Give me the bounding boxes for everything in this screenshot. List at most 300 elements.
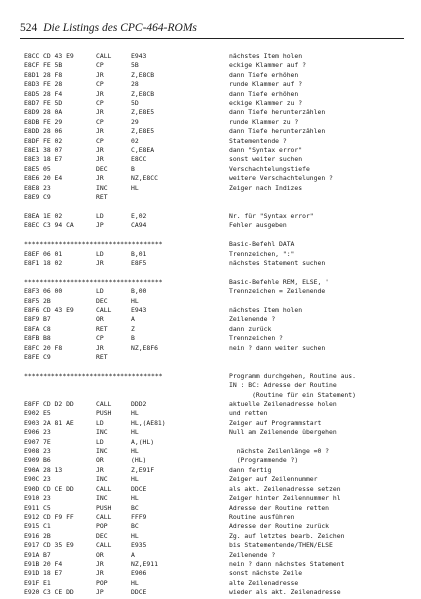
separator-stars: ************************************ [24, 371, 163, 380]
comment: Trennzeichen = Zeilenende [229, 287, 326, 296]
operand: NZ,E8F6 [131, 343, 158, 352]
operand: 02 [131, 136, 139, 145]
section-separator [24, 278, 408, 287]
hex-bytes: C1 [43, 522, 51, 531]
hex-bytes: 18 02 [43, 258, 63, 267]
address: E8EF [24, 249, 40, 258]
hex-bytes: 2B [43, 531, 51, 540]
code-line [24, 353, 408, 362]
code-line [24, 400, 408, 409]
code-line [24, 560, 408, 569]
address: E902 [24, 409, 40, 418]
address: E920 [24, 588, 40, 597]
mnemonic: INC [96, 494, 108, 503]
comment: Adresse der Routine retten [229, 503, 330, 512]
code-line [24, 287, 408, 296]
mnemonic: PUSH [96, 503, 112, 512]
page-number: 524 [20, 22, 38, 34]
operand: HL [131, 183, 139, 192]
address: E906 [24, 428, 40, 437]
mnemonic: JR [96, 258, 104, 267]
operand: A,(HL) [131, 437, 155, 446]
address: E8CF [24, 61, 40, 70]
comment: Null am Zeilenende übergehen [229, 428, 337, 437]
blank-line [24, 362, 408, 371]
code-line [24, 438, 408, 447]
address: E8F6 [24, 305, 40, 314]
operand: E8F5 [131, 258, 147, 267]
comment: alte Zeilenadresse [229, 578, 299, 587]
mnemonic: JR [96, 70, 104, 79]
comment: dann Tiefe erhöhen [229, 89, 299, 98]
code-line [24, 551, 408, 560]
comment: Verschachtelungstiefe [229, 164, 310, 173]
address: E8F1 [24, 258, 40, 267]
assembly-listing [24, 52, 408, 598]
address: E8D5 [24, 89, 40, 98]
comment: (Programmende ?) [229, 456, 299, 465]
hex-bytes: 23 [43, 183, 51, 192]
page-title: Die Listings des CPC-464-ROMs [43, 22, 197, 34]
separator-stars: ************************************ [24, 277, 163, 286]
comment: (Routine für ein Statement) [229, 390, 356, 399]
code-line [24, 193, 408, 202]
address: E90A [24, 465, 40, 474]
hex-bytes: 23 [43, 494, 51, 503]
operand: E8CC [131, 155, 147, 164]
mnemonic: DEC [96, 531, 108, 540]
mnemonic: CALL [96, 400, 112, 409]
hex-bytes: 28 06 [43, 127, 63, 136]
hex-bytes: C8 [43, 324, 51, 333]
code-line [24, 456, 408, 465]
code-line [24, 155, 408, 164]
code-line [24, 71, 408, 80]
mnemonic: DEC [96, 164, 108, 173]
code-line [24, 259, 408, 268]
address: E8FA [24, 324, 40, 333]
code-line [24, 137, 408, 146]
mnemonic: INC [96, 447, 108, 456]
comment: und retten [229, 409, 268, 418]
address: E916 [24, 531, 40, 540]
mnemonic: INC [96, 183, 108, 192]
mnemonic: CALL [96, 52, 112, 60]
mnemonic: POP [96, 522, 108, 531]
address: E8D7 [24, 99, 40, 108]
mnemonic: LD [96, 211, 104, 220]
operand: B [131, 164, 135, 173]
hex-bytes: 20 F8 [43, 343, 63, 352]
hex-bytes: 18 E7 [43, 569, 63, 578]
address: E8E8 [24, 183, 40, 192]
hex-bytes: B8 [43, 334, 51, 343]
mnemonic: CP [96, 99, 104, 108]
operand: 29 [131, 117, 139, 126]
hex-bytes: 23 [43, 447, 51, 456]
hex-bytes: CD 43 E9 [43, 52, 74, 60]
operand: (HL) [131, 456, 147, 465]
operand: E943 [131, 305, 147, 314]
comment: dann Tiefe herunterzählen [229, 127, 326, 136]
comment: sonst nächste Zeile [229, 569, 303, 578]
mnemonic: CP [96, 117, 104, 126]
hex-bytes: 2B [43, 296, 51, 305]
code-line [24, 165, 408, 174]
address: E8D3 [24, 80, 40, 89]
comment: dann zurück [229, 324, 272, 333]
hex-bytes: 28 13 [43, 465, 63, 474]
operand: HL [131, 531, 139, 540]
comment: runde Klammer zu ? [229, 117, 299, 126]
operand: HL [131, 475, 139, 484]
hex-bytes: 05 [43, 164, 51, 173]
hex-bytes: B7 [43, 550, 51, 559]
code-line [24, 466, 408, 475]
code-line [24, 325, 408, 334]
operand: Z,E8E5 [131, 108, 155, 117]
operand: HL [131, 296, 139, 305]
operand: 28 [131, 80, 139, 89]
operand: B [131, 334, 135, 343]
operand: HL [131, 494, 139, 503]
section-separator [24, 372, 408, 381]
hex-bytes: 06 01 [43, 249, 63, 258]
blank-line [24, 203, 408, 212]
address: E8D1 [24, 70, 40, 79]
hex-bytes: E1 [43, 578, 51, 587]
address: E911 [24, 503, 40, 512]
address: E903 [24, 418, 40, 427]
mnemonic: DEC [96, 296, 108, 305]
code-line [24, 588, 408, 597]
hex-bytes: C9 [43, 193, 51, 202]
mnemonic: INC [96, 475, 108, 484]
code-line [24, 174, 408, 183]
section-heading: Basic-Befehle REM, ELSE, ' [229, 277, 330, 286]
address: E8E6 [24, 174, 40, 183]
comment: Zeiger auf Zeilennummer [229, 475, 318, 484]
mnemonic: CALL [96, 484, 112, 493]
address: E91F [24, 578, 40, 587]
mnemonic: CALL [96, 541, 112, 550]
mnemonic: LD [96, 249, 104, 258]
code-line [24, 419, 408, 428]
code-line [24, 494, 408, 503]
code-line [24, 475, 408, 484]
address: E8CC [24, 52, 40, 60]
code-line [24, 221, 408, 230]
operand: HL [131, 409, 139, 418]
address: E91D [24, 569, 40, 578]
operand: FFF9 [131, 512, 147, 521]
operand: A [131, 315, 135, 324]
operand: DDCE [131, 588, 147, 597]
hex-bytes: 28 F8 [43, 70, 63, 79]
code-line [24, 99, 408, 108]
address: E910 [24, 494, 40, 503]
hex-bytes: 38 07 [43, 146, 63, 155]
address: E90D [24, 484, 40, 493]
code-line [24, 61, 408, 70]
comment: nächstes Statement suchen [229, 258, 326, 267]
comment: dann fertig [229, 465, 272, 474]
comment: nächstes Item holen [229, 305, 303, 314]
code-line [24, 409, 408, 418]
address: E907 [24, 437, 40, 446]
address: E908 [24, 447, 40, 456]
address: E90C [24, 475, 40, 484]
mnemonic: JR [96, 343, 104, 352]
operand: HL [131, 428, 139, 437]
operand: Z,E8CB [131, 89, 155, 98]
hex-bytes: 7E [43, 437, 51, 446]
code-line [24, 306, 408, 315]
mnemonic: PUSH [96, 409, 112, 418]
hex-bytes: CD F9 FF [43, 512, 74, 521]
comment: Zg. auf letztes bearb. Zeichen [229, 531, 345, 540]
comment: aktuelle Zeilenadresse holen [229, 400, 337, 409]
operand: A [131, 550, 135, 559]
code-line [24, 447, 408, 456]
comment: Statementende ? [229, 136, 287, 145]
address: E912 [24, 512, 40, 521]
operand: HL,(AE81) [131, 418, 166, 427]
operand: 5B [131, 61, 139, 70]
comment: Adresse der Routine zurück [229, 522, 330, 531]
operand: B,00 [131, 287, 147, 296]
comment: Trennzeichen ? [229, 334, 283, 343]
address: E8FC [24, 343, 40, 352]
hex-bytes: FE 29 [43, 117, 63, 126]
mnemonic: JR [96, 127, 104, 136]
comment: IN : BC: Adresse der Routine [229, 381, 337, 390]
comment: dann "Syntax error" [229, 146, 303, 155]
address: E8E1 [24, 146, 40, 155]
mnemonic: LD [96, 437, 104, 446]
comment: dann Tiefe herunterzählen [229, 108, 326, 117]
hex-bytes: CD 35 E9 [43, 541, 74, 550]
code-line [24, 579, 408, 588]
comment: Zeiger nach Indizes [229, 183, 303, 192]
code-line [24, 90, 408, 99]
address: E8D9 [24, 108, 40, 117]
comment: Trennzeichen, ":" [229, 249, 295, 258]
hex-bytes: 28 F4 [43, 89, 63, 98]
address: E8EC [24, 221, 40, 230]
comment: Zeilenende ? [229, 550, 276, 559]
address: E8F3 [24, 287, 40, 296]
comment: Fehler ausgeben [229, 221, 287, 230]
address: E91A [24, 550, 40, 559]
mnemonic: JR [96, 89, 104, 98]
section-heading: Programm durchgehen, Routine aus. [229, 371, 356, 380]
hex-bytes: 28 0A [43, 108, 63, 117]
code-line [24, 315, 408, 324]
address: E8DB [24, 117, 40, 126]
address: E8DD [24, 127, 40, 136]
mnemonic: CP [96, 61, 104, 70]
code-line [24, 80, 408, 89]
operand: E906 [131, 569, 147, 578]
comment: wieder als akt. Zeilenadresse [229, 588, 341, 597]
mnemonic: CP [96, 136, 104, 145]
hex-bytes: 23 [43, 428, 51, 437]
comment: runde Klammer auf ? [229, 80, 303, 89]
operand: HL [131, 578, 139, 587]
hex-bytes: CD D2 DD [43, 400, 74, 409]
mnemonic: JP [96, 221, 104, 230]
comment: dann Tiefe erhöhen [229, 70, 299, 79]
mnemonic: CP [96, 80, 104, 89]
operand: Z,E8E5 [131, 127, 155, 136]
operand: E,02 [131, 211, 147, 220]
mnemonic: INC [96, 428, 108, 437]
comment: Zeiger auf Programmstart [229, 418, 322, 427]
mnemonic: JR [96, 174, 104, 183]
hex-bytes: 18 E7 [43, 155, 63, 164]
mnemonic: JP [96, 588, 104, 597]
comment-line [24, 381, 408, 390]
address: E8E5 [24, 164, 40, 173]
operand: Z,E91F [131, 465, 155, 474]
comment-line [24, 391, 408, 400]
comment: eckige Klammer auf ? [229, 61, 306, 70]
code-line [24, 127, 408, 136]
code-line [24, 52, 408, 61]
hex-bytes: C3 CE DD [43, 588, 74, 597]
blank-line [24, 268, 408, 277]
code-line [24, 541, 408, 550]
separator-stars: ************************************ [24, 240, 163, 249]
code-line [24, 513, 408, 522]
mnemonic: OR [96, 315, 104, 324]
hex-bytes: 2A 81 AE [43, 418, 74, 427]
code-line [24, 212, 408, 221]
hex-bytes: 1E 02 [43, 211, 63, 220]
code-line [24, 532, 408, 541]
comment: sonst weiter suchen [229, 155, 303, 164]
operand: Z,E8CB [131, 70, 155, 79]
hex-bytes: 23 [43, 475, 51, 484]
address: E8FB [24, 334, 40, 343]
address: E8E3 [24, 155, 40, 164]
address: E909 [24, 456, 40, 465]
comment: Nr. für "Syntax error" [229, 211, 314, 220]
hex-bytes: E5 [43, 409, 51, 418]
page-header [20, 22, 400, 34]
address: E8EA [24, 211, 40, 220]
mnemonic: RET [96, 193, 108, 202]
header-rule [20, 38, 404, 39]
mnemonic: RET [96, 353, 108, 361]
mnemonic: JR [96, 465, 104, 474]
address: E8FE [24, 353, 40, 361]
operand: CA94 [131, 221, 147, 230]
hex-bytes: FE 5D [43, 99, 63, 108]
mnemonic: JR [96, 108, 104, 117]
comment: nein ? dann nächstes Statement [229, 559, 345, 568]
code-line [24, 118, 408, 127]
comment: nein ? dann weiter suchen [229, 343, 326, 352]
operand: BC [131, 522, 139, 531]
operand: E935 [131, 541, 147, 550]
hex-bytes: C3 94 CA [43, 221, 74, 230]
comment: Zeilenende ? [229, 315, 276, 324]
comment: weitere Verschachtelungen ? [229, 174, 333, 183]
address: E8E9 [24, 193, 40, 202]
mnemonic: JR [96, 155, 104, 164]
operand: DDD2 [131, 400, 147, 409]
hex-bytes: FE 5B [43, 61, 63, 70]
mnemonic: POP [96, 578, 108, 587]
blank-line [24, 231, 408, 240]
address: E915 [24, 522, 40, 531]
hex-bytes: CD 43 E9 [43, 305, 74, 314]
comment: bis Statementende/THEN/ELSE [229, 541, 333, 550]
mnemonic: LD [96, 418, 104, 427]
code-line [24, 184, 408, 193]
code-line [24, 569, 408, 578]
mnemonic: CP [96, 334, 104, 343]
operand: NZ,E911 [131, 559, 158, 568]
code-line [24, 344, 408, 353]
code-line [24, 334, 408, 343]
code-line [24, 485, 408, 494]
operand: 5D [131, 99, 139, 108]
hex-bytes: FE 28 [43, 80, 63, 89]
operand: HL [131, 447, 139, 456]
code-line [24, 297, 408, 306]
address: E917 [24, 541, 40, 550]
address: E91B [24, 559, 40, 568]
code-line [24, 108, 408, 117]
comment: Routine ausführen [229, 512, 295, 521]
hex-bytes: 20 E4 [43, 174, 63, 183]
section-separator [24, 240, 408, 249]
mnemonic: RET [96, 324, 108, 333]
comment: als akt. Zeilenadresse setzen [229, 484, 341, 493]
operand: NZ,E8CC [131, 174, 158, 183]
address: E8DF [24, 136, 40, 145]
address: E8FF [24, 400, 40, 409]
hex-bytes: B6 [43, 456, 51, 465]
mnemonic: JR [96, 146, 104, 155]
hex-bytes: 20 F4 [43, 559, 63, 568]
comment: nächstes Item holen [229, 52, 303, 60]
comment: eckige Klammer zu ? [229, 99, 303, 108]
operand: BC [131, 503, 139, 512]
mnemonic: CALL [96, 512, 112, 521]
hex-bytes: C5 [43, 503, 51, 512]
code-line [24, 250, 408, 259]
operand: Z [131, 324, 135, 333]
comment: nächste Zeilenlänge =0 ? [229, 447, 330, 456]
hex-bytes: B7 [43, 315, 51, 324]
mnemonic: OR [96, 456, 104, 465]
hex-bytes: FE 02 [43, 136, 63, 145]
comment: Zeiger hinter Zeilennummer hl [229, 494, 341, 503]
mnemonic: OR [96, 550, 104, 559]
mnemonic: JR [96, 559, 104, 568]
operand: C,E8EA [131, 146, 155, 155]
mnemonic: JR [96, 569, 104, 578]
operand: E943 [131, 52, 147, 60]
operand: DDCE [131, 484, 147, 493]
operand: B,01 [131, 249, 147, 258]
code-line [24, 504, 408, 513]
hex-bytes: CD CE DD [43, 484, 74, 493]
